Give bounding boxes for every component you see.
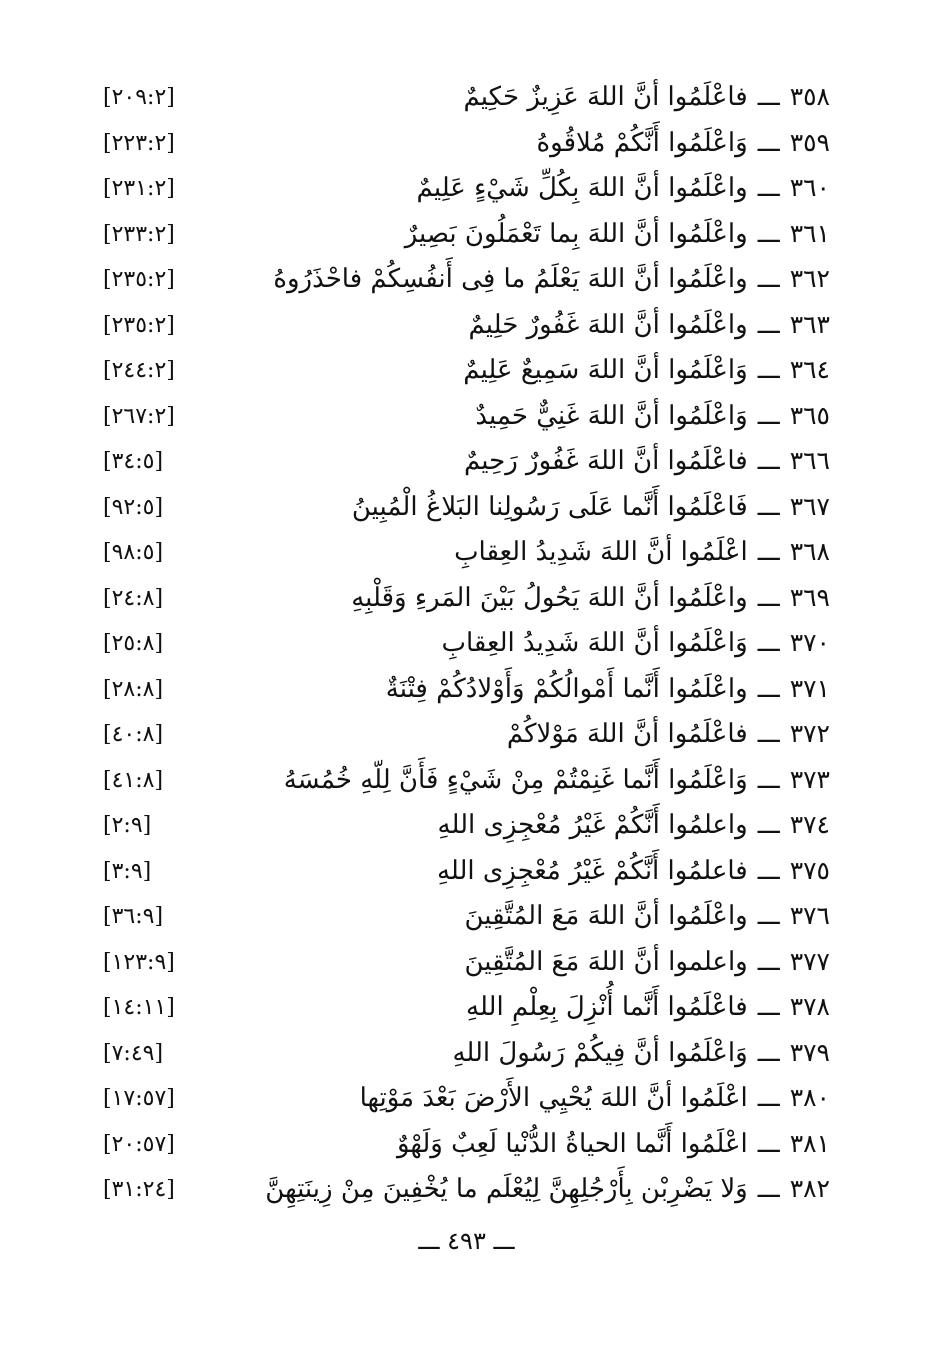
verse-reference: [٤١:٨] bbox=[103, 767, 164, 793]
entry-separator: ـــ bbox=[757, 400, 780, 430]
verse-text: واعْلَمُوا أنَّ اللهَ مَعَ المُتَّقِينَ bbox=[464, 901, 748, 931]
list-item bbox=[0, 211, 933, 257]
entry-separator: ـــ bbox=[757, 1174, 780, 1203]
verse-reference: [٢٦٧:٢] bbox=[103, 403, 175, 429]
verse-reference: [٣:٩] bbox=[103, 858, 152, 884]
list-item bbox=[0, 1075, 933, 1121]
verse-text: وَاعْلَمُوا أنَّ اللهَ غَنِيٌّ حَمِيدٌ bbox=[475, 400, 748, 431]
verse-text: واعْلَمُوا أنَّ اللهَ يَعْلَمُ ما فِى أَنفُسِكُمْ فاحْذَرُوهُ bbox=[273, 264, 748, 294]
verse-text: واعْلَمُوا أنَّ اللهَ بِما تَعْمَلُونَ بَصِيرٌ bbox=[404, 218, 748, 249]
verse-line bbox=[464, 444, 830, 478]
verse-line bbox=[437, 854, 830, 888]
verse-line bbox=[463, 80, 830, 114]
verse-text: وَاعْلَمُوا أَنَّما غَنِمْتُمْ مِنْ شَيْءٍ فَأَنَّ لِلّهِ خُمُسَهُ bbox=[283, 764, 748, 795]
entry-number: ٣٧٦ bbox=[789, 901, 830, 930]
verse-text: اعْلَمُوا أنَّ اللهَ يُحْيِي الأَرْضَ بَعْدَ مَوْتِها bbox=[359, 1083, 748, 1113]
entry-separator: ـــ bbox=[757, 628, 780, 657]
entry-number: ٣٦٠ bbox=[789, 173, 830, 202]
entry-number: ٣٦٣ bbox=[789, 309, 830, 339]
entry-separator: ـــ bbox=[757, 355, 780, 384]
entry-separator: ـــ bbox=[757, 901, 780, 930]
verse-line bbox=[284, 763, 830, 797]
verse-line bbox=[438, 808, 830, 842]
entry-separator: ـــ bbox=[757, 264, 780, 293]
list-item bbox=[0, 711, 933, 757]
entry-separator: ـــ bbox=[757, 537, 780, 566]
entry-separator: ـــ bbox=[757, 173, 780, 202]
list-item bbox=[0, 757, 933, 803]
verse-reference: [٢٤٤:٢] bbox=[103, 358, 175, 383]
list-item bbox=[0, 256, 933, 302]
verse-line bbox=[468, 308, 830, 342]
verse-reference: [١٧:٥٧] bbox=[103, 1086, 175, 1111]
verse-reference: [٤٠:٨] bbox=[103, 722, 164, 747]
verse-reference: [٣١:٢٤] bbox=[103, 1177, 175, 1202]
entry-number: ٣٧٢ bbox=[789, 719, 830, 748]
list-item bbox=[0, 529, 933, 575]
verse-text: فاعْلَمُوا أَنَّما أُنْزِلَ بِعِلْمِ اللهِ bbox=[466, 992, 748, 1022]
list-item bbox=[0, 120, 933, 166]
verse-line bbox=[386, 672, 830, 706]
list-item bbox=[0, 575, 933, 621]
list-item bbox=[0, 802, 933, 848]
verse-reference: [٢٣١:٢] bbox=[103, 176, 175, 201]
entry-number: ٣٧٤ bbox=[789, 810, 830, 839]
entry-number: ٣٧٠ bbox=[789, 628, 830, 657]
verse-line bbox=[464, 945, 830, 979]
entry-separator: ـــ bbox=[757, 446, 780, 475]
verse-line bbox=[475, 399, 830, 433]
verse-text: فاعْلَمُوا أنَّ اللهَ عَزِيزٌ حَكِيمٌ bbox=[463, 82, 748, 112]
verse-reference: [١٢٣:٩] bbox=[103, 949, 175, 975]
verse-line bbox=[360, 1081, 830, 1115]
verse-text: واعْلَمُوا أنَّ اللهَ يَحُولُ بَيْنَ المَرءِ وَقَلْبِهِ bbox=[351, 582, 748, 613]
entry-separator: ـــ bbox=[757, 218, 780, 248]
verse-text: واعلمُوا أَنَّكُمْ غَيْرُ مُعْجِزِى اللهِ bbox=[437, 810, 748, 840]
list-item bbox=[0, 438, 933, 484]
list-item bbox=[0, 165, 933, 211]
entry-number: ٣٧٨ bbox=[789, 992, 830, 1021]
verse-text: فاعْلَمُوا أنَّ اللهَ مَوْلاكُمْ bbox=[506, 719, 748, 749]
verse-line bbox=[537, 126, 830, 160]
entry-separator: ـــ bbox=[757, 810, 780, 839]
entry-number: ٣٨١ bbox=[789, 1128, 830, 1158]
verse-line bbox=[452, 1036, 830, 1070]
verse-text: وَاعْلَمُوا أنَّ اللهَ سَمِيعٌ عَلِيمٌ bbox=[463, 355, 748, 385]
entry-number: ٣٦٦ bbox=[789, 446, 830, 475]
verse-line bbox=[273, 262, 830, 296]
entry-separator: ـــ bbox=[757, 582, 780, 612]
verse-reference: [٢٥:٨] bbox=[103, 631, 164, 656]
verse-reference: [٧:٤٩] bbox=[103, 1040, 164, 1066]
verse-line bbox=[352, 490, 830, 524]
entry-number: ٣٨٢ bbox=[789, 1174, 830, 1203]
entry-number: ٣٦١ bbox=[789, 218, 830, 248]
verse-reference: [٣٤:٥] bbox=[103, 449, 164, 474]
list-item bbox=[0, 484, 933, 530]
list-item bbox=[0, 893, 933, 939]
list-item bbox=[0, 1030, 933, 1076]
entry-number: ٣٧٣ bbox=[789, 764, 830, 794]
verse-text: واعْلَمُوا أنَّ اللهَ غَفُورٌ حَلِيمٌ bbox=[468, 309, 748, 340]
entry-separator: ـــ bbox=[757, 127, 780, 157]
verse-reference: [٢٠٩:٢] bbox=[103, 85, 175, 110]
verse-reference: [٢٤:٨] bbox=[103, 585, 164, 611]
verse-text: واعلموا أنَّ اللهَ مَعَ المُتَّقِينَ bbox=[464, 946, 748, 977]
verse-reference: [٢٨:٨] bbox=[103, 676, 164, 702]
entry-number: ٣٥٨ bbox=[789, 82, 830, 111]
verse-line bbox=[397, 1127, 830, 1161]
verse-reference: [٢٣٣:٢] bbox=[103, 221, 175, 247]
verse-reference: [٣٦:٩] bbox=[103, 904, 164, 929]
verse-line bbox=[351, 581, 830, 615]
entry-number: ٣٨٠ bbox=[789, 1083, 830, 1112]
verse-text: اعْلَمُوا أَنَّما الحياةُ الدُّنْيا لَعِبٌ وَلَهْوٌ bbox=[396, 1128, 748, 1159]
entry-number: ٣٧٩ bbox=[789, 1037, 830, 1067]
list-item bbox=[0, 848, 933, 894]
entry-separator: ـــ bbox=[757, 491, 780, 521]
entry-separator: ـــ bbox=[757, 764, 780, 794]
verse-reference: [٢٣٥:٢] bbox=[103, 267, 175, 292]
verse-line bbox=[454, 535, 830, 569]
entry-separator: ـــ bbox=[757, 1037, 780, 1067]
list-item bbox=[0, 74, 933, 120]
entry-number: ٣٥٩ bbox=[789, 127, 830, 157]
verse-reference: [٩٢:٥] bbox=[103, 494, 164, 520]
verse-text: فاعْلَمُوا أنَّ اللهَ غَفُورٌ رَحِيمٌ bbox=[463, 446, 748, 476]
verse-reference: [٢٢٣:٢] bbox=[103, 130, 175, 156]
list-item bbox=[0, 620, 933, 666]
verse-text: وَاعْلَمُوا أَنَّكُمْ مُلاقُوهُ bbox=[536, 127, 748, 158]
verse-line bbox=[405, 217, 830, 251]
verse-text: وَلا يَضْرِبْن بِأَرْجُلِهِنَّ لِيُعْلَم ما يُخْفِينَ مِنْ زِينَتِهِنَّ bbox=[265, 1174, 748, 1204]
verse-text: واعْلَمُوا أنَّ اللهَ بِكُلِّ شَيْءٍ عَلِيمٌ bbox=[416, 173, 748, 203]
entry-number: ٣٦٤ bbox=[789, 355, 830, 384]
verse-reference: [٢:٩] bbox=[103, 813, 152, 838]
entry-separator: ـــ bbox=[757, 82, 780, 111]
verse-text: واعْلَمُوا أَنَّما أَمْوالُكُمْ وَأَوْلادُكُمْ فِتْنَةٌ bbox=[385, 673, 748, 704]
entry-separator: ـــ bbox=[757, 719, 780, 748]
verse-line bbox=[463, 353, 830, 387]
entry-separator: ـــ bbox=[757, 309, 780, 339]
entry-separator: ـــ bbox=[757, 1128, 780, 1158]
entry-number: ٣٦٧ bbox=[789, 491, 830, 521]
entry-number: ٣٦٨ bbox=[789, 537, 830, 566]
verse-reference: [٢٠:٥٧] bbox=[103, 1131, 175, 1157]
verse-line bbox=[417, 171, 830, 205]
list-item bbox=[0, 1166, 933, 1212]
verse-reference: [١٤:١١] bbox=[103, 995, 175, 1020]
entry-number: ٣٧١ bbox=[789, 673, 830, 703]
entry-number: ٣٦٢ bbox=[789, 264, 830, 293]
entry-number: ٣٦٩ bbox=[789, 582, 830, 612]
verse-text: فاعلمُوا أَنَّكُمْ غَيْرُ مُعْجِزِى اللهِ bbox=[436, 855, 748, 886]
list-item bbox=[0, 1121, 933, 1167]
entry-number: ٣٦٥ bbox=[789, 400, 830, 430]
verse-text: وَاعْلَمُوا أنَّ اللهَ شَدِيدُ العِقابِ bbox=[441, 628, 748, 658]
page-number: ـــ ٤٩٣ ـــ bbox=[418, 1227, 515, 1255]
verse-reference: [٩٨:٥] bbox=[103, 540, 164, 565]
entry-number: ٣٧٥ bbox=[789, 855, 830, 885]
entry-separator: ـــ bbox=[757, 992, 780, 1021]
list-item bbox=[0, 347, 933, 393]
list-item bbox=[0, 393, 933, 439]
verse-text: وَاعْلَمُوا أنَّ فِيكُمْ رَسُولَ اللهِ bbox=[452, 1037, 748, 1068]
verse-text: فَاعْلَمُوا أَنَّما عَلَى رَسُولِنا البَلاغُ الْمُبِينُ bbox=[351, 491, 748, 522]
verse-line bbox=[507, 717, 830, 751]
list-item bbox=[0, 939, 933, 985]
verse-line bbox=[442, 626, 831, 660]
entry-separator: ـــ bbox=[757, 1083, 780, 1112]
verse-line bbox=[464, 899, 830, 933]
verse-text: اعْلَمُوا أنَّ اللهَ شَدِيدُ العِقابِ bbox=[454, 537, 748, 567]
entry-list bbox=[0, 74, 933, 1212]
entry-number: ٣٧٧ bbox=[789, 946, 830, 976]
verse-reference: [٢٣٥:٢] bbox=[103, 312, 175, 338]
entry-separator: ـــ bbox=[757, 946, 780, 976]
entry-separator: ـــ bbox=[757, 673, 780, 703]
list-item bbox=[0, 302, 933, 348]
list-item bbox=[0, 984, 933, 1030]
list-item bbox=[0, 666, 933, 712]
verse-line bbox=[466, 990, 830, 1024]
verse-line bbox=[265, 1172, 830, 1206]
entry-separator: ـــ bbox=[757, 855, 780, 885]
